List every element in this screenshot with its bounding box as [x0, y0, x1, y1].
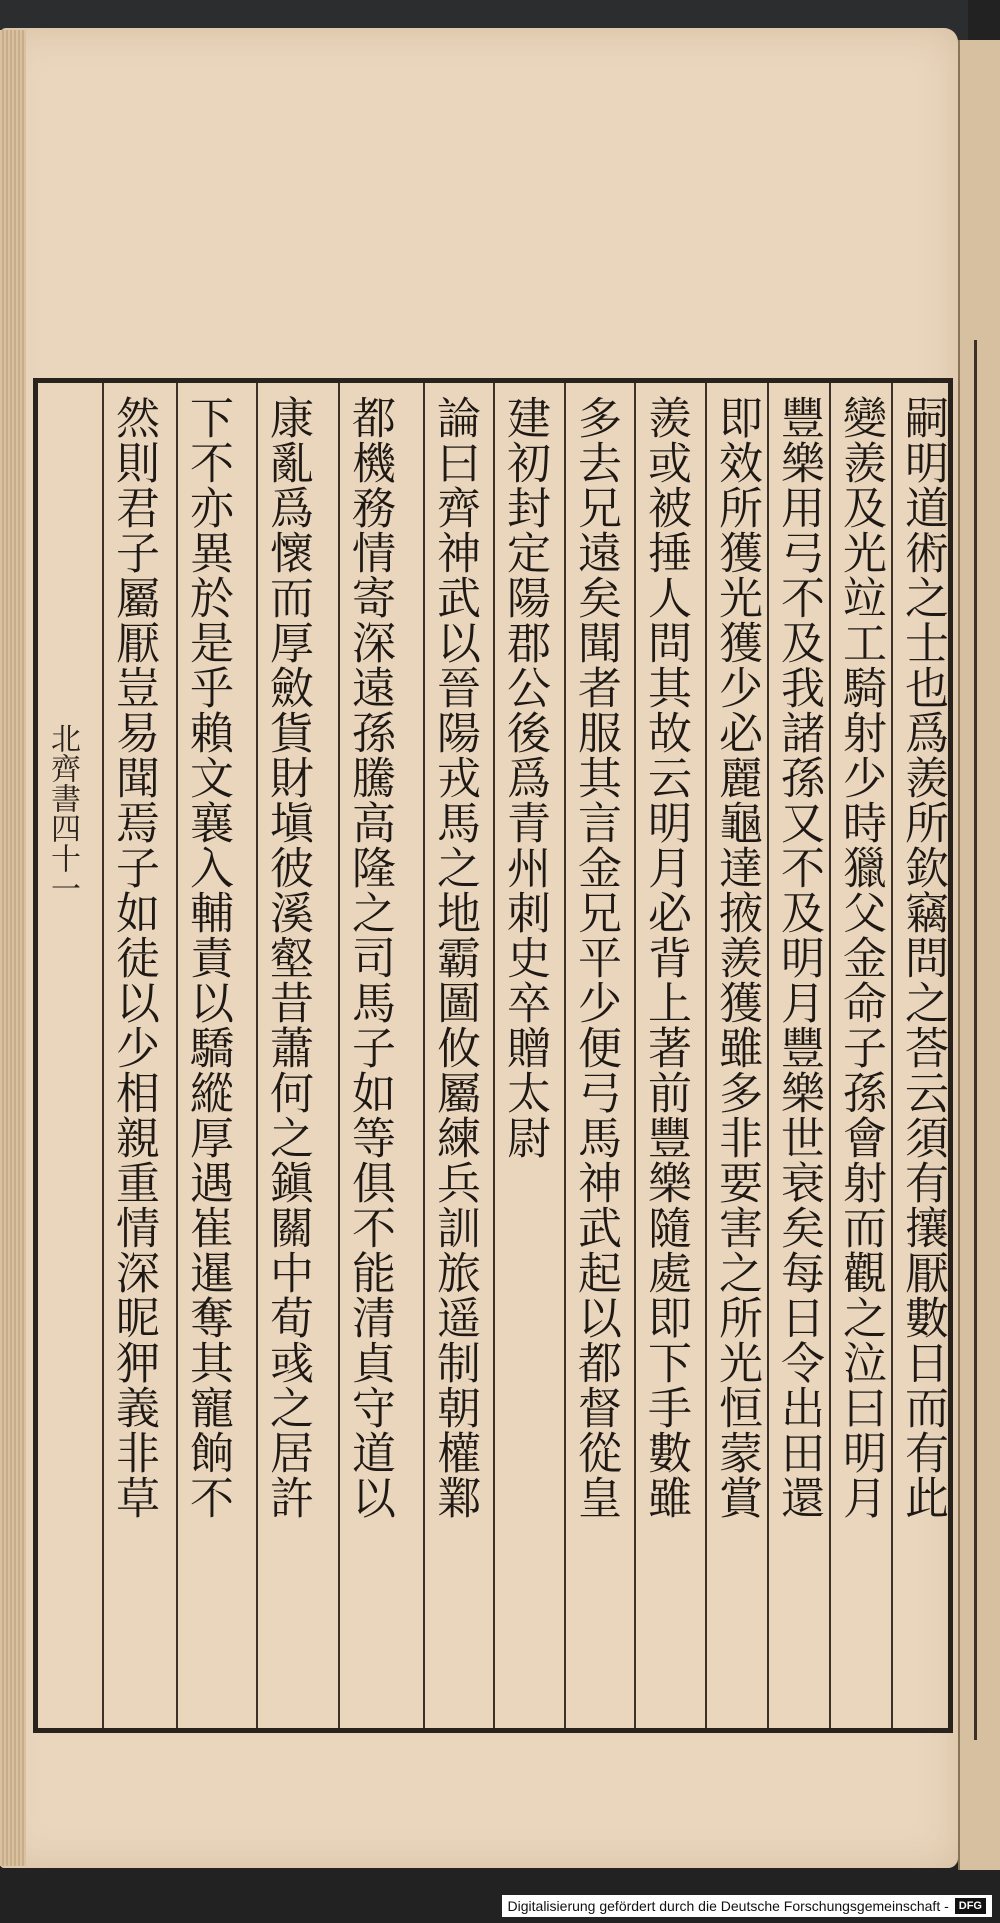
- adjacent-page-edge: [958, 40, 1000, 1870]
- page-stack-edge: [0, 30, 26, 1866]
- column-text: 建初封定陽郡公後爲青州刺史卒贈太尉: [499, 395, 550, 1160]
- column-text: 即效所獲光獲少必麗龜達掖羨獲雖多非要害之所光恒蒙賞: [711, 395, 762, 1520]
- text-column: [338, 383, 396, 1728]
- text-column: [705, 383, 763, 1728]
- text-column: [102, 383, 160, 1728]
- text-frame: [33, 378, 953, 1733]
- text-column: [829, 383, 887, 1728]
- text-column: [634, 383, 692, 1728]
- column-text: 豐樂用弓不及我諸孫又不及明月豐樂世衰矣每日令出田還: [773, 395, 824, 1520]
- text-column: [423, 383, 481, 1728]
- column-text: 多去兄遠矣聞者服其言金兄平少便弓馬神武起以都督從皇: [570, 395, 621, 1520]
- column-text: 都機務情寄深遠孫騰高隆之司馬子如等俱不能清貞守道以: [344, 395, 395, 1520]
- column-text: 論曰齊神武以晉陽戎馬之地霸圖攸屬練兵訓旅遥制朝權鄴: [429, 395, 480, 1520]
- text-column: [767, 383, 825, 1728]
- text-column: [176, 383, 234, 1728]
- column-text: 然則君子屬厭豈易聞焉子如徒以少相親重情深昵狎義非草: [108, 395, 159, 1520]
- text-column: [493, 383, 551, 1728]
- text-column: [256, 383, 314, 1728]
- dfg-logo: DFG: [955, 1898, 986, 1914]
- book-page: [0, 28, 958, 1868]
- column-text: 變羨及光竝工騎射少時獵父金命子孫會射而觀之泣曰明月: [835, 395, 886, 1520]
- column-text: 康亂爲懷而厚斂貨財塡彼溪壑昔蕭何之鎭關中荀彧之居許: [262, 395, 313, 1520]
- column-text: 嗣明道術之士也爲羨所欽竊問之荅云須有攘厭數日而有此: [897, 395, 948, 1520]
- text-column: [564, 383, 622, 1728]
- text-column: [891, 383, 949, 1728]
- credit-text: Digitalisierung gefördert durch die Deutsche Forschungsgemeinschaft -: [507, 1898, 949, 1914]
- column-text: 下不亦異於是乎賴文襄入輔責以驕縱厚遇崔暹奪其寵餉不: [182, 395, 233, 1520]
- leaf-margin: [38, 383, 88, 1728]
- leaf-margin-text: 北齊書四十一: [45, 723, 80, 903]
- digitization-credit: [502, 1895, 992, 1917]
- column-text: 羨或被捶人問其故云明月必背上著前豐樂隨處即下手數雖: [640, 395, 691, 1520]
- adjacent-page-rule: [974, 340, 977, 1740]
